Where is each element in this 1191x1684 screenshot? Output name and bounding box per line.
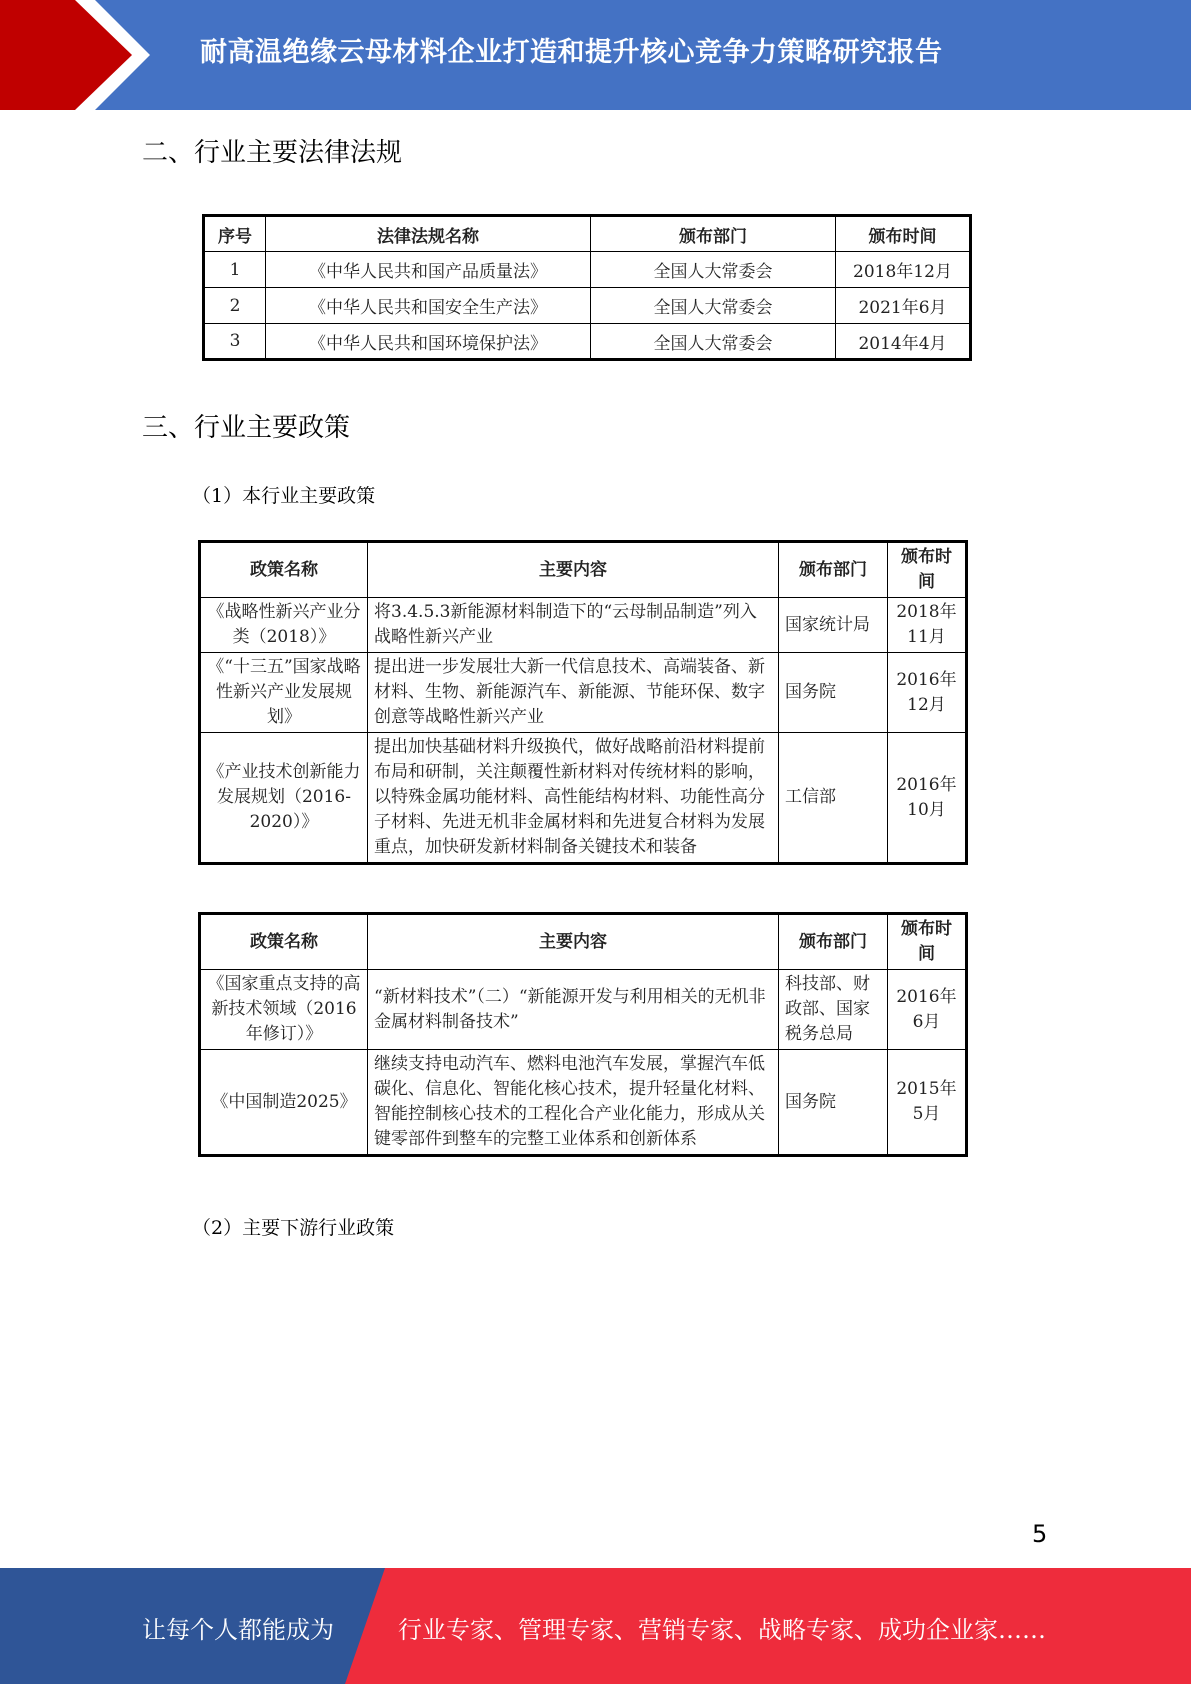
policy-date: 2016年10月 bbox=[888, 733, 967, 864]
footer-slogan-right: 行业专家、管理专家、营销专家、战略专家、成功企业家…… bbox=[398, 1616, 1046, 1644]
policy-header-dept: 颁布部门 bbox=[779, 914, 888, 970]
section-heading-laws: 二、行业主要法律法规 bbox=[142, 138, 403, 168]
law-no: 1 bbox=[204, 252, 266, 288]
policy-name: 《国家重点支持的高新技术领域（2016年修订）》 bbox=[200, 970, 368, 1050]
policy-name: 《战略性新兴产业分类（2018）》 bbox=[200, 598, 368, 653]
law-dept: 全国人大常委会 bbox=[591, 288, 836, 324]
policy-content: 提出加快基础材料升级换代，做好战略前沿材料提前布局和研制，关注颠覆性新材料对传统材料的影响，以特殊金属功能材料、高性能结构材料、功能性高分子材料、先进无机非金属材料和先进复合材料为发展重点，加快研发新材料制备关键技术和装备 bbox=[368, 733, 779, 864]
policy-table-2 bbox=[198, 912, 968, 1157]
law-date: 2018年12月 bbox=[836, 252, 971, 288]
policy-dept: 工信部 bbox=[779, 733, 888, 864]
policy-table-1 bbox=[198, 540, 968, 865]
policy-header-dept: 颁布部门 bbox=[779, 542, 888, 598]
header-chevron bbox=[0, 0, 132, 110]
law-no: 2 bbox=[204, 288, 266, 324]
policy-header-content: 主要内容 bbox=[368, 542, 779, 598]
policy-dept: 国家统计局 bbox=[779, 598, 888, 653]
policy-content: 提出进一步发展壮大新一代信息技术、高端装备、新材料、生物、新能源汽车、新能源、节能环保、数字创意等战略性新兴产业 bbox=[368, 653, 779, 733]
policy-header-name: 政策名称 bbox=[200, 914, 368, 970]
policy-header-name: 政策名称 bbox=[200, 542, 368, 598]
policy-dept: 科技部、财政部、国家税务总局 bbox=[779, 970, 888, 1050]
policy-header-date: 颁布时间 bbox=[888, 542, 967, 598]
law-name: 《中华人民共和国环境保护法》 bbox=[266, 324, 591, 360]
law-no: 3 bbox=[204, 324, 266, 360]
law-date: 2014年4月 bbox=[836, 324, 971, 360]
policy-name: 《“十三五”国家战略性新兴产业发展规划》 bbox=[200, 653, 368, 733]
table-row bbox=[200, 1050, 967, 1156]
page-header bbox=[0, 0, 1191, 110]
law-dept: 全国人大常委会 bbox=[591, 324, 836, 360]
page-number: 5 bbox=[1032, 1520, 1048, 1548]
page-footer bbox=[0, 1568, 1191, 1684]
table-row bbox=[200, 598, 967, 653]
table-row bbox=[204, 252, 971, 288]
policy-header-date: 颁布时间 bbox=[888, 914, 967, 970]
law-name: 《中华人民共和国产品质量法》 bbox=[266, 252, 591, 288]
policy-content: 继续支持电动汽车、燃料电池汽车发展，掌握汽车低碳化、信息化、智能化核心技术，提升轻量化材料、智能控制核心技术的工程化合产业化能力，形成从关键零部件到整车的完整工业体系和创新体系 bbox=[368, 1050, 779, 1156]
policy-date: 2016年6月 bbox=[888, 970, 967, 1050]
table-row bbox=[200, 733, 967, 864]
footer-slogan-left: 让每个人都能成为 bbox=[142, 1616, 334, 1644]
laws-header-dept: 颁布部门 bbox=[591, 216, 836, 252]
policy-dept: 国务院 bbox=[779, 1050, 888, 1156]
subheading-industry-policies: （1）本行业主要政策 bbox=[192, 485, 376, 507]
policy-content: 将3.4.5.3新能源材料制造下的“云母制品制造”列入战略性新兴产业 bbox=[368, 598, 779, 653]
policy-date: 2015年5月 bbox=[888, 1050, 967, 1156]
policy-name: 《产业技术创新能力发展规划（2016-2020）》 bbox=[200, 733, 368, 864]
report-title: 耐高温绝缘云母材料企业打造和提升核心竞争力策略研究报告 bbox=[200, 37, 943, 68]
table-row bbox=[200, 970, 967, 1050]
table-row bbox=[200, 653, 967, 733]
section-heading-policies: 三、行业主要政策 bbox=[142, 413, 351, 443]
policy-name: 《中国制造2025》 bbox=[200, 1050, 368, 1156]
laws-table bbox=[202, 214, 972, 361]
policy-content: “新材料技术”（二）“新能源开发与利用相关的无机非金属材料制备技术” bbox=[368, 970, 779, 1050]
laws-header-name: 法律法规名称 bbox=[266, 216, 591, 252]
law-dept: 全国人大常委会 bbox=[591, 252, 836, 288]
policy-date: 2016年12月 bbox=[888, 653, 967, 733]
laws-header-date: 颁布时间 bbox=[836, 216, 971, 252]
policy-header-content: 主要内容 bbox=[368, 914, 779, 970]
law-name: 《中华人民共和国安全生产法》 bbox=[266, 288, 591, 324]
policy-date: 2018年11月 bbox=[888, 598, 967, 653]
policy-dept: 国务院 bbox=[779, 653, 888, 733]
subheading-downstream-policies: （2）主要下游行业政策 bbox=[192, 1217, 395, 1239]
table-row bbox=[204, 288, 971, 324]
table-row bbox=[204, 324, 971, 360]
laws-header-no: 序号 bbox=[204, 216, 266, 252]
law-date: 2021年6月 bbox=[836, 288, 971, 324]
